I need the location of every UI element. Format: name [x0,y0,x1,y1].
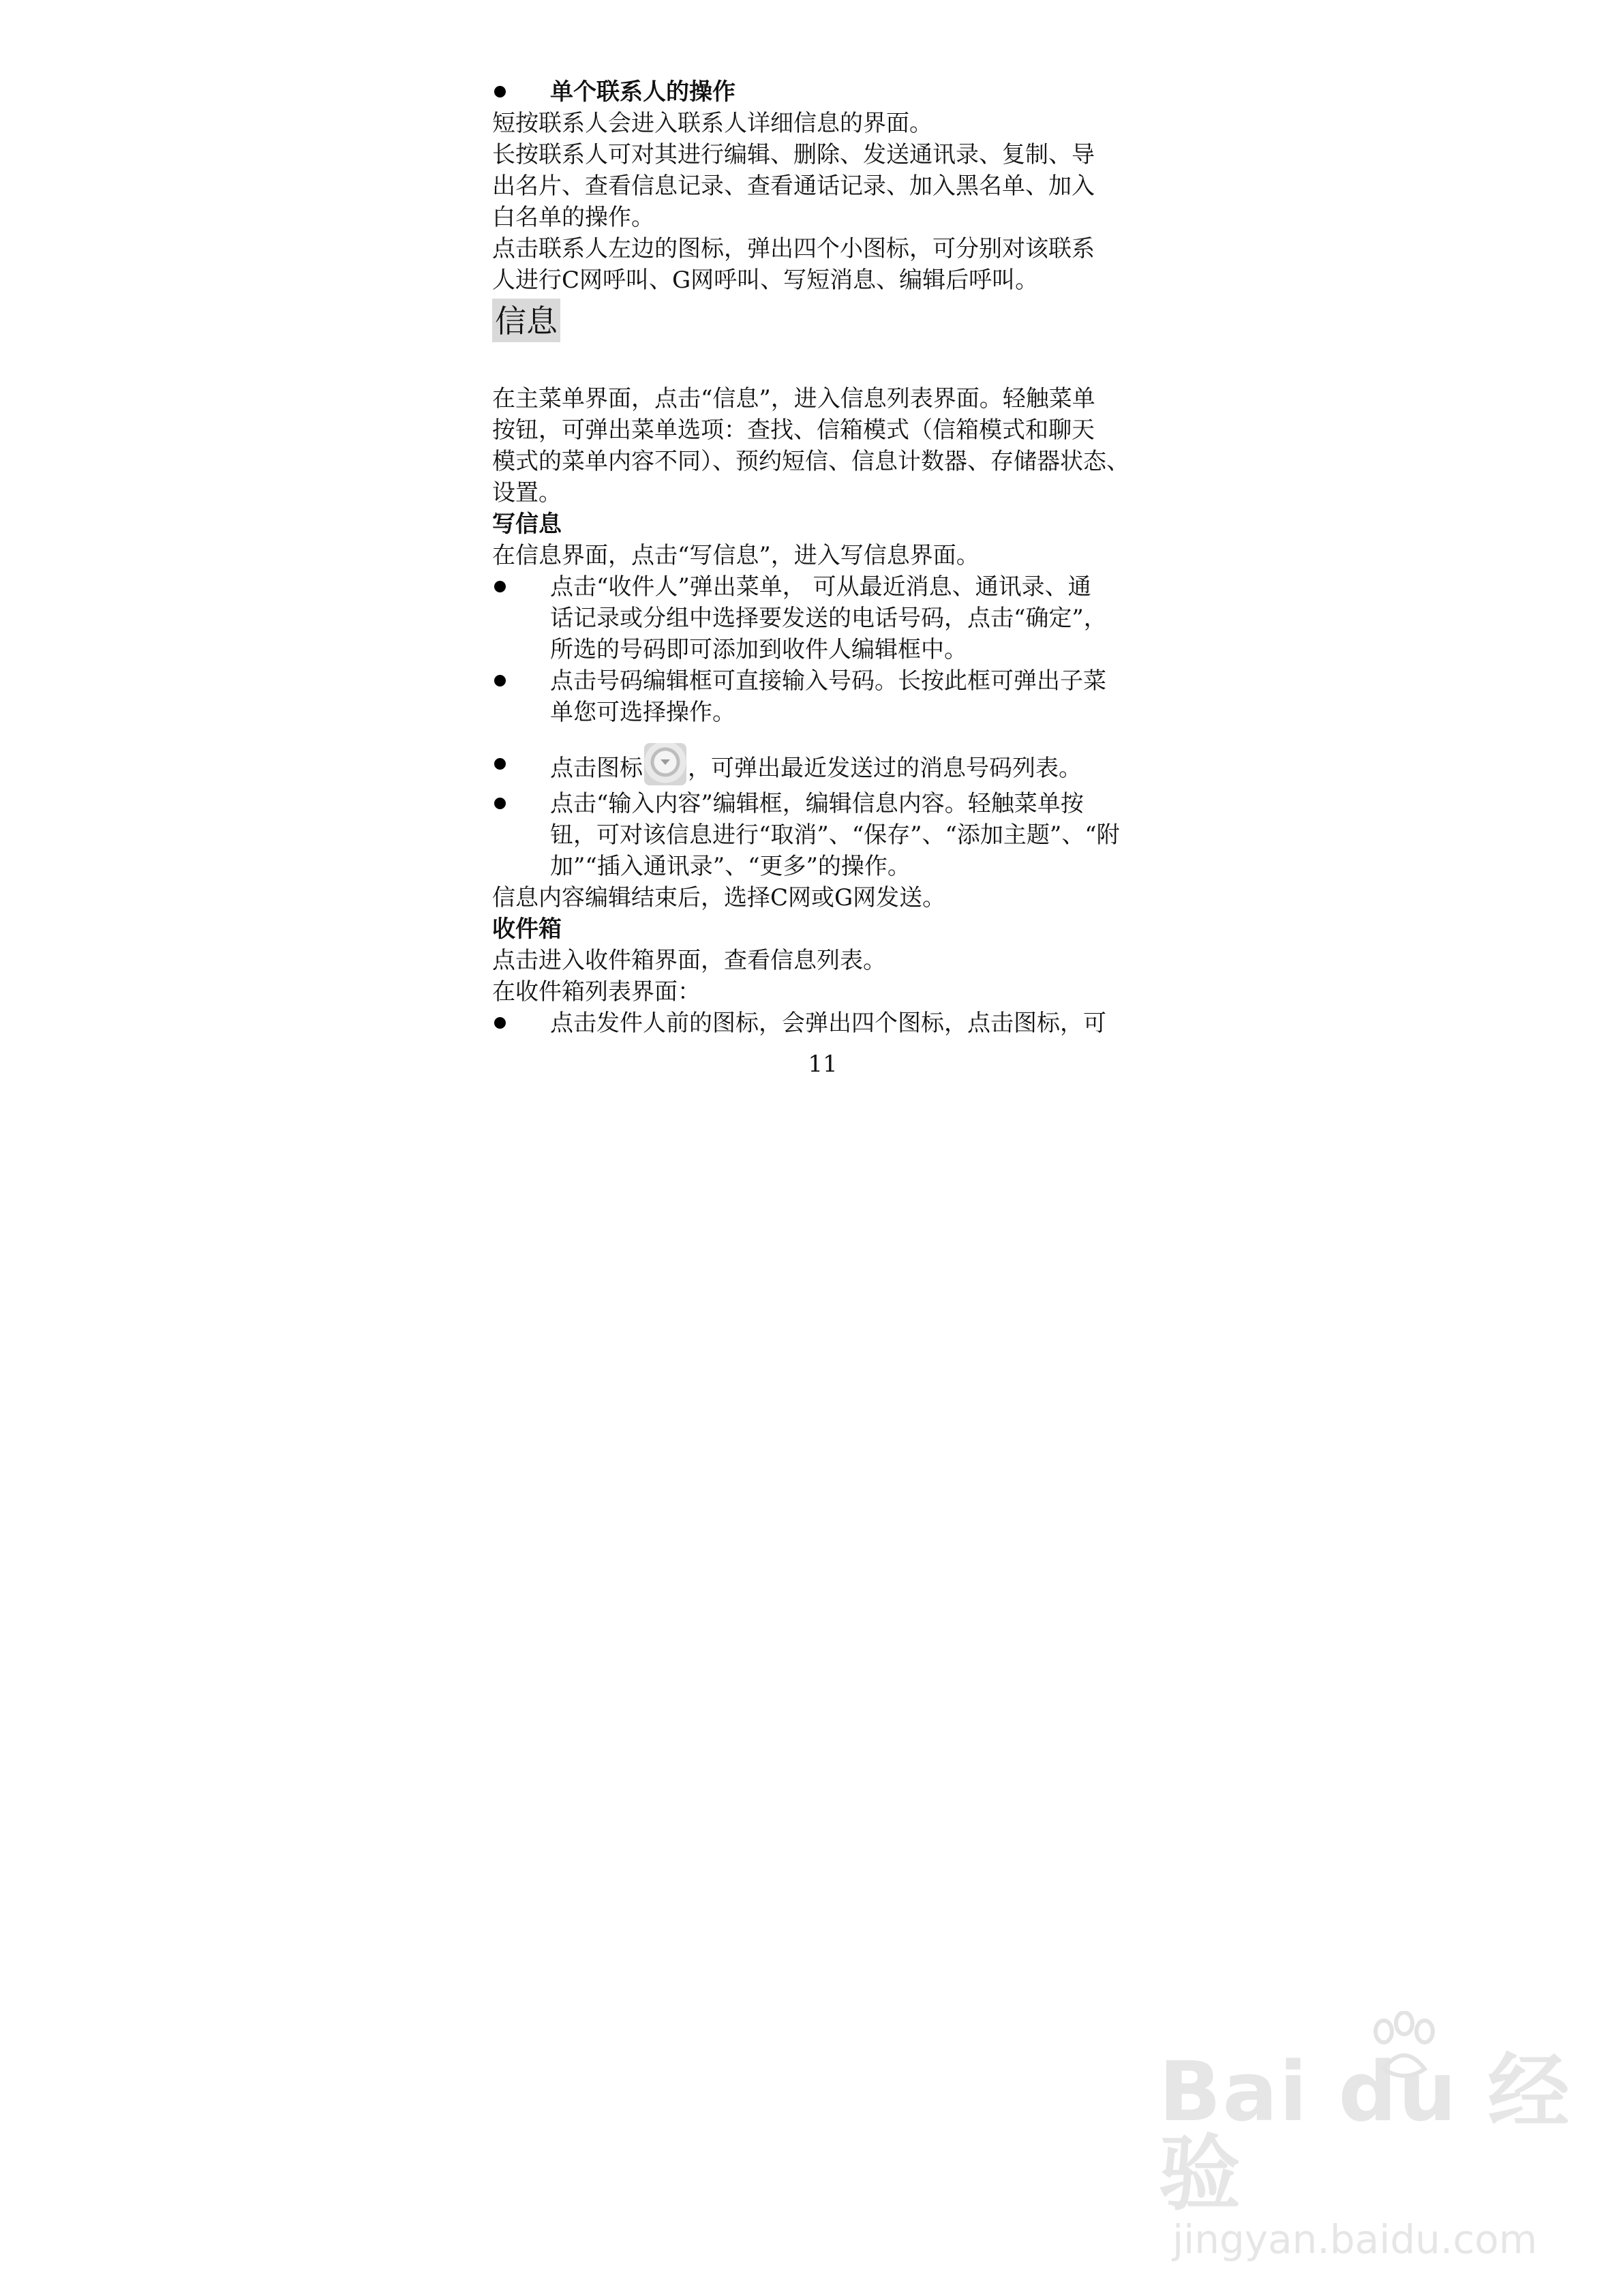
document-page [492,76,1153,1080]
write-lead: 在信息界面，点击“写信息”，进入写信息界面。 [492,542,980,569]
paw-icon [1363,2011,1445,2086]
spacer [492,728,1153,743]
paragraph-line: 出名片、查看信息记录、查看通话记录、加入黑名单、加入 [492,172,1095,200]
bullet-line: 话记录或分组中选择要发送的电话号码，点击“确定”， [550,605,1107,632]
bullet-line: 钮，可对该信息进行“取消”、“保存”、“添加主题”、“附 [550,821,1120,849]
paragraph-line: 短按联系人会进入联系人详细信息的界面。 [492,110,932,137]
bullet-line: 单您可选择操作。 [550,699,735,726]
bullet-line: 加”“插入通讯录”、“更多”的操作。 [550,853,911,880]
bullet-icon-tap [492,743,1153,788]
subheading-write-message: 写信息 [492,511,562,538]
bullet-dot [494,1017,506,1029]
chapter-heading-wrap [492,299,1153,344]
write-after: 信息内容编辑结束后，选择C网或G网发送。 [492,884,946,911]
page-number: 11 [808,1051,838,1078]
bullet-text-before: 点击图标 [550,755,643,782]
bullet-text-after: ，可弹出最近发送过的消息号码列表。 [688,755,1082,782]
bullet-line: 点击“收件人”弹出菜单， 可从最近消息、通讯录、通 [550,573,1091,601]
intro-line: 设置。 [492,479,562,507]
bullet-line [550,743,1153,788]
bullet-line: 所选的号码即可添加到收件人编辑框中。 [550,636,967,663]
recent-numbers-icon [644,743,686,785]
watermark-logo: Bai du 经验 [1159,2045,1571,2222]
bullet-dot [494,675,506,686]
bullet-dot [494,581,506,592]
bullet-line: 点击“输入内容”编辑框，编辑信息内容。轻触菜单按 [550,790,1084,817]
intro-line: 在主菜单界面，点击“信息”，进入信息列表界面。轻触菜单 [492,385,1095,412]
section-heading-single-contact [492,76,1153,108]
paragraph-line: 人进行C网呼叫、G网呼叫、写短消息、编辑后呼叫。 [492,267,1039,294]
bullet-line: 点击号码编辑框可直接输入号码。长按此框可弹出子菜 [550,667,1106,695]
watermark-url: jingyan.baidu.com [1172,2216,1538,2263]
chapter-heading: 信息 [492,299,560,342]
paragraph-line: 白名单的操作。 [492,204,654,231]
bullet-recipient [492,571,1153,665]
bullet-content-field [492,788,1153,882]
bullet-dot [494,758,506,770]
inbox-line: 点击进入收件箱界面，查看信息列表。 [492,947,886,974]
intro-line: 模式的菜单内容不同）、预约短信、信息计数器、存储器状态、 [492,448,1129,475]
inbox-line: 在收件箱列表界面： [492,978,701,1006]
bullet-sender-icon [492,1008,1153,1039]
bullet-number-field [492,665,1153,728]
baidu-jingyan-watermark [1159,2045,1623,2263]
paragraph-line: 点击联系人左边的图标，弹出四个小图标，可分别对该联系 [492,235,1095,262]
bullet-dot [494,798,506,809]
intro-line: 按钮，可弹出菜单选项：查找、信箱模式（信箱模式和聊天 [492,417,1095,444]
section1-title: 单个联系人的操作 [550,78,735,106]
bullet-dot [494,86,506,97]
subheading-inbox: 收件箱 [492,916,562,943]
bullet-line: 点击发件人前的图标，会弹出四个图标，点击图标，可 [550,1010,1106,1037]
paragraph-line: 长按联系人可对其进行编辑、删除、发送通讯录、复制、导 [492,141,1095,168]
